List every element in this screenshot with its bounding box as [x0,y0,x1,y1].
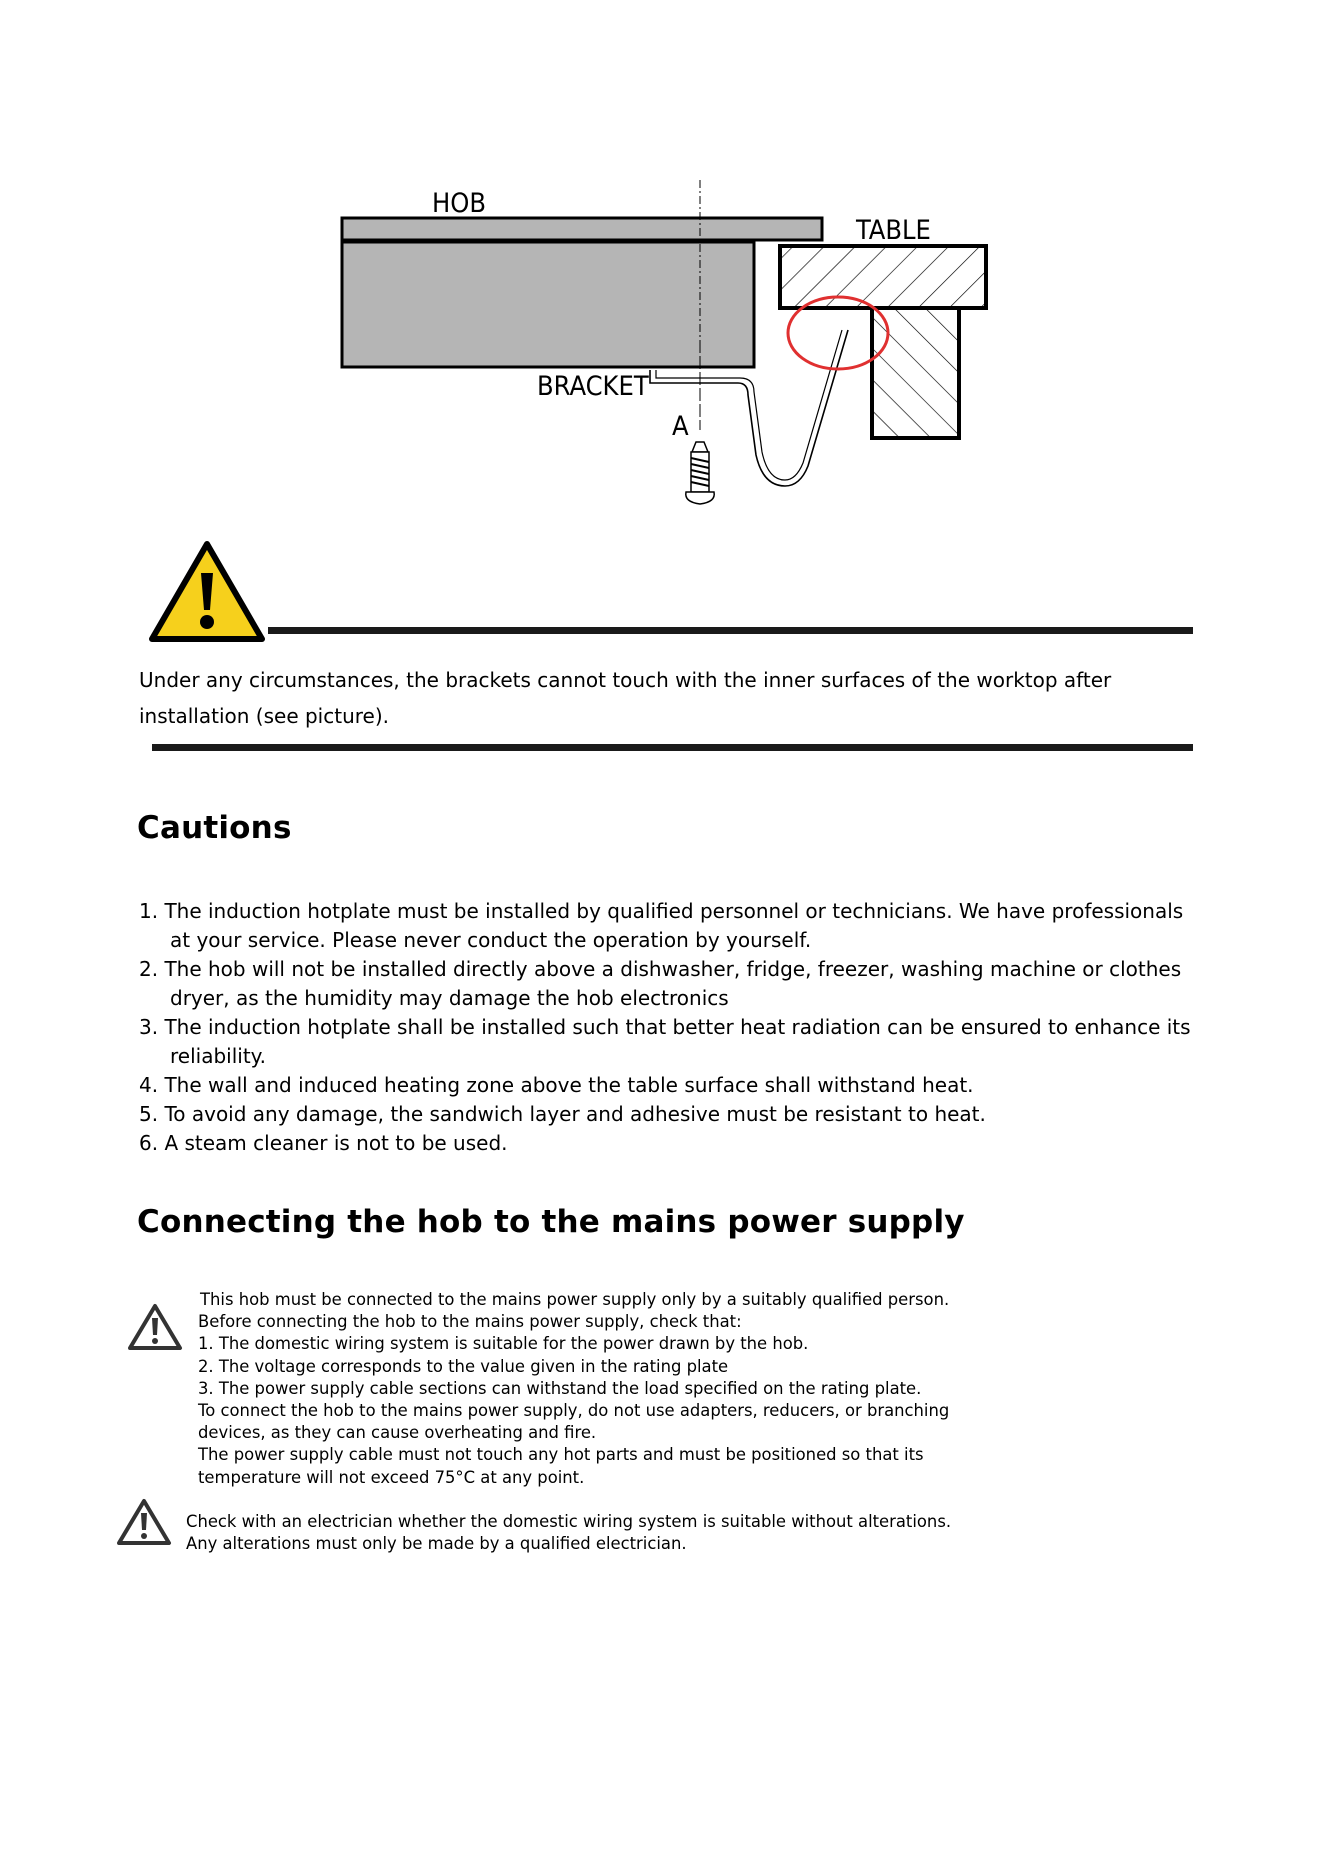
electrician-notice [186,1511,986,1555]
hob-top-plate [342,218,822,240]
notice-line: devices, as they can cause overheating and fire. [198,1423,597,1443]
label-table: TABLE [856,215,931,246]
label-bracket: BRACKET [537,371,649,402]
list-item: 4. The wall and induced heating zone above the table surface shall withstand heat. [139,1073,974,1097]
notice-line: This hob must be connected to the mains power supply only by a suitably qualified person. [200,1290,950,1309]
notice-line: 1. The domestic wiring system is suitable for the power drawn by the hob. [198,1334,809,1354]
divider-bottom [152,744,1193,751]
notice-line: 2. The voltage corresponds to the value given in the rating plate [198,1356,729,1376]
list-item: 5. To avoid any damage, the sandwich layer and adhesive must be resistant to heat. [139,1102,986,1126]
warning-text: Under any circumstances, the brackets cannot touch with the inner surfaces of the worktop after installation (see picture). [139,668,1112,728]
label-hob: HOB [432,188,487,219]
notice-line: Before connecting the hob to the mains power supply, check that: [198,1312,742,1332]
notice-line: The power supply cable must not touch any hot parts and must be positioned so that its [198,1445,924,1465]
table-leg [872,308,959,438]
notice-line: temperature will not exceed 75°C at any point. [198,1467,585,1487]
list-item: 6. A steam cleaner is not to be used. [139,1131,508,1155]
label-point-a: A [672,411,689,442]
hob-body [342,242,754,367]
list-item: 1. The induction hotplate must be installed by qualified personnel or technicians. We have professionals at your service. Please never conduct the operation by yourself. [139,899,1184,952]
list-item: 3. The induction hotplate shall be installed such that better heat radiation can be ensured to enhance its reliability. [139,1015,1191,1068]
warning-triangle-icon [148,540,266,644]
notice-line: To connect the hob to the mains power supply, do not use adapters, reducers, or branching [198,1401,950,1421]
connecting-heading: Connecting the hob to the mains power supply [137,1204,965,1240]
notice-line: Any alterations must only be made by a qualified electrician. [186,1534,687,1554]
screw [686,442,714,504]
connection-notice [198,1289,998,1489]
list-item: 2. The hob will not be installed directly above a dishwasher, fridge, freezer, washing machine or clothes dryer, as the humidity may damage the hob electronics [139,957,1182,1010]
table-top [780,246,986,308]
warning-outline-icon [127,1302,183,1352]
cautions-list [139,897,1199,1158]
notice-line: Check with an electrician whether the domestic wiring system is suitable without alterations. [186,1512,952,1531]
divider-top [268,627,1193,634]
warning-outline-icon [116,1497,172,1547]
installation-diagram [330,180,1010,525]
notice-line: 3. The power supply cable sections can withstand the load specified on the rating plate. [198,1378,922,1398]
cautions-heading: Cautions [137,810,292,846]
